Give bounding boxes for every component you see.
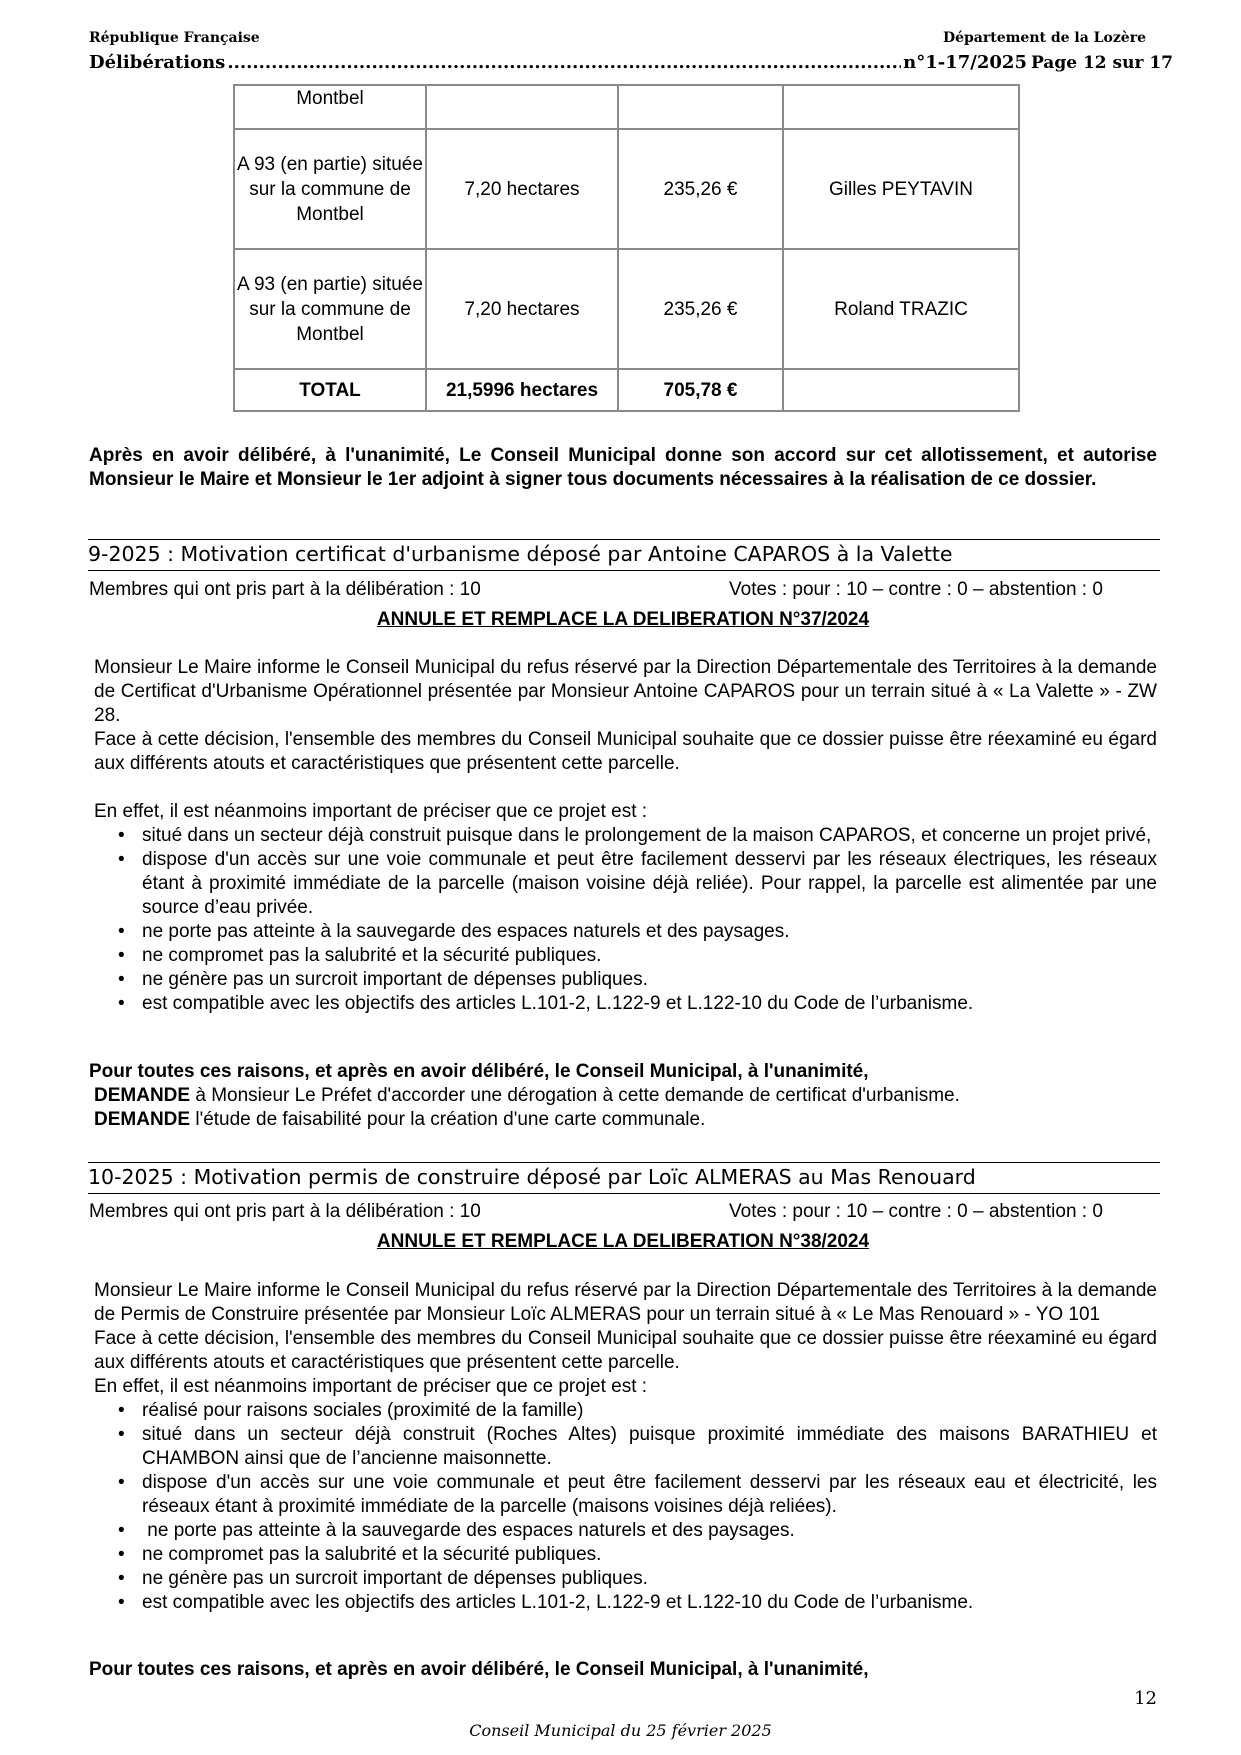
table-cell-name: Gilles PEYTAVIN <box>783 129 1019 249</box>
annule-remplace-heading: ANNULE ET REMPLACE LA DELIBERATION N°38/2024 <box>376 1231 870 1252</box>
conclusion-text: Pour toutes ces raisons, et après en avoir délibéré, le Conseil Municipal, à l'unanimité, <box>89 1061 869 1082</box>
conclusion-text: Pour toutes ces raisons, et après en avoir délibéré, le Conseil Municipal, à l'unanimité, <box>89 1659 869 1680</box>
body-paragraph: En effet, il est néanmoins important de préciser que ce projet est : <box>94 801 648 822</box>
table-total-empty <box>783 369 1019 411</box>
header-republique: République Française <box>89 30 260 46</box>
list-item: • dispose d'un accès sur une voie communale et peut être facilement desservi par les réseaux électriques, les réseaux étant à proximité immédiate de la parcelle (maison voisine déjà reliée). Pour rappel, la parcelle est alimentée par une source d’eau privée. <box>142 848 1157 920</box>
body-paragraph: Monsieur Le Maire informe le Conseil Municipal du refus réservé par la Direction Départementale des Territoires à la demande de Certificat d'Urbanisme Opérationnel présentée par Monsieur Antoine CAPAROS pour un terrain situé à « La Valette » - ZW 28. <box>94 657 1157 726</box>
header-departement: Département de la Lozère <box>942 30 1146 46</box>
list-item: • ne porte pas atteinte à la sauvegarde des espaces naturels et des paysages. <box>142 1519 1157 1543</box>
votes-result: Votes : pour : 10 – contre : 0 – abstention : 0 <box>729 579 1103 600</box>
lots-table <box>233 84 1020 412</box>
header-reference: n°1-17/2025 <box>903 52 1027 73</box>
table-cell-amount <box>618 85 783 129</box>
table-cell-area <box>426 85 618 129</box>
table-cell-amount: 235,26 € <box>618 129 783 249</box>
table-row <box>234 85 1019 129</box>
header-page-indicator: Page 12 sur 17 <box>1030 53 1173 73</box>
body-paragraph: Monsieur Le Maire informe le Conseil Municipal du refus réservé par la Direction Départementale des Territoires à la demande de Permis de Construire présentée par Monsieur Loïc ALMERAS pour un terrain situé à « Le Mas Renouard » - YO 101 <box>94 1280 1157 1325</box>
table-total-area: 21,5996 hectares <box>426 369 618 411</box>
body-paragraph: Face à cette décision, l'ensemble des membres du Conseil Municipal souhaite que ce dossier puisse être réexaminé eu égard aux différents atouts et caractéristiques que présentent cette parcelle. <box>94 729 1157 774</box>
section-10-participation <box>89 1200 1157 1224</box>
body-paragraph: Face à cette décision, l'ensemble des membres du Conseil Municipal souhaite que ce dossier puisse être réexaminé eu égard aux différents atouts et caractéristiques que présentent cette parcelle. <box>94 1328 1157 1373</box>
table-cell-parcel: Montbel <box>234 85 426 129</box>
list-item: • ne compromet pas la salubrité et la sécurité publiques. <box>142 944 1157 968</box>
section-title-9-2025: 9-2025 : Motivation certificat d'urbanisme déposé par Antoine CAPAROS à la Valette <box>88 539 1160 571</box>
demande-line-2: DEMANDE l'étude de faisabilité pour la création d'une carte communale. <box>94 1109 706 1130</box>
criteria-list <box>94 824 1157 1016</box>
section-title-10-2025: 10-2025 : Motivation permis de construire déposé par Loïc ALMERAS au Mas Renouard <box>88 1162 1160 1194</box>
table-cell-area: 7,20 hectares <box>426 129 618 249</box>
table-row <box>234 129 1019 249</box>
members-count: Membres qui ont pris part à la délibération : 10 <box>89 579 481 600</box>
table-cell-amount: 235,26 € <box>618 249 783 369</box>
header-deliberations-label: Délibérations <box>89 52 226 73</box>
table-row <box>234 249 1019 369</box>
page-number: 12 <box>1134 1688 1157 1709</box>
header-leader-dots <box>227 52 901 73</box>
table-cell-area: 7,20 hectares <box>426 249 618 369</box>
table-cell-name: Roland TRAZIC <box>783 249 1019 369</box>
table-cell-parcel: A 93 (en partie) située sur la commune de Montbel <box>234 249 426 369</box>
page-header <box>89 30 1173 50</box>
list-item: • dispose d'un accès sur une voie communale et peut être facilement desservi par les réseaux eau et électricité, les réseaux étant à proximité immédiate de la parcelle (maisons voisines déjà reliées). <box>142 1471 1157 1519</box>
table-cell-name <box>783 85 1019 129</box>
table-total-row <box>234 369 1019 411</box>
table-total-amount: 705,78 € <box>618 369 783 411</box>
table-total-label: TOTAL <box>234 369 426 411</box>
page-footer: Conseil Municipal du 25 février 2025 <box>469 1721 772 1740</box>
list-item: • ne compromet pas la salubrité et la sécurité publiques. <box>142 1543 1157 1567</box>
section-10-body <box>94 1279 1157 1615</box>
members-count: Membres qui ont pris part à la délibération : 10 <box>89 1201 481 1222</box>
section-9-body <box>94 656 1157 1016</box>
list-item: • est compatible avec les objectifs des articles L.101-2, L.122-9 et L.122-10 du Code de l’urbanisme. <box>142 992 1157 1016</box>
list-item: • ne porte pas atteinte à la sauvegarde des espaces naturels et des paysages. <box>142 920 1157 944</box>
section-9-participation <box>89 578 1157 602</box>
body-paragraph: En effet, il est néanmoins important de préciser que ce projet est : <box>94 1376 648 1397</box>
section-9-conclusion <box>89 1060 1157 1132</box>
demande-line-1: DEMANDE à Monsieur Le Préfet d'accorder une dérogation à cette demande de certificat d'urbanisme. <box>94 1085 960 1106</box>
list-item: • réalisé pour raisons sociales (proximité de la famille) <box>142 1399 1157 1423</box>
list-item: • situé dans un secteur déjà construit (Roches Altes) puisque proximité immédiate des maisons BARATHIEU et CHAMBON ainsi que de l’ancienne maisonnette. <box>142 1423 1157 1471</box>
criteria-list <box>94 1399 1157 1615</box>
votes-result: Votes : pour : 10 – contre : 0 – abstention : 0 <box>729 1201 1103 1222</box>
header-deliberations-line <box>89 52 1173 76</box>
list-item: • ne génère pas un surcroit important de dépenses publiques. <box>142 1567 1157 1591</box>
list-item: • est compatible avec les objectifs des articles L.101-2, L.122-9 et L.122-10 du Code de l’urbanisme. <box>142 1591 1157 1615</box>
agreement-paragraph: Après en avoir délibéré, à l'unanimité, Le Conseil Municipal donne son accord sur cet allotissement, et autorise Monsieur le Maire et Monsieur le 1er adjoint à signer tous documents nécessaires à la réalisation de ce dossier. <box>89 445 1157 490</box>
list-item: • situé dans un secteur déjà construit puisque dans le prolongement de la maison CAPAROS, et concerne un projet privé, <box>142 824 1157 848</box>
table-cell-parcel: A 93 (en partie) située sur la commune de Montbel <box>234 129 426 249</box>
section-10-conclusion <box>89 1658 1157 1682</box>
list-item: • ne génère pas un surcroit important de dépenses publiques. <box>142 968 1157 992</box>
annule-remplace-heading: ANNULE ET REMPLACE LA DELIBERATION N°37/2024 <box>376 609 870 630</box>
